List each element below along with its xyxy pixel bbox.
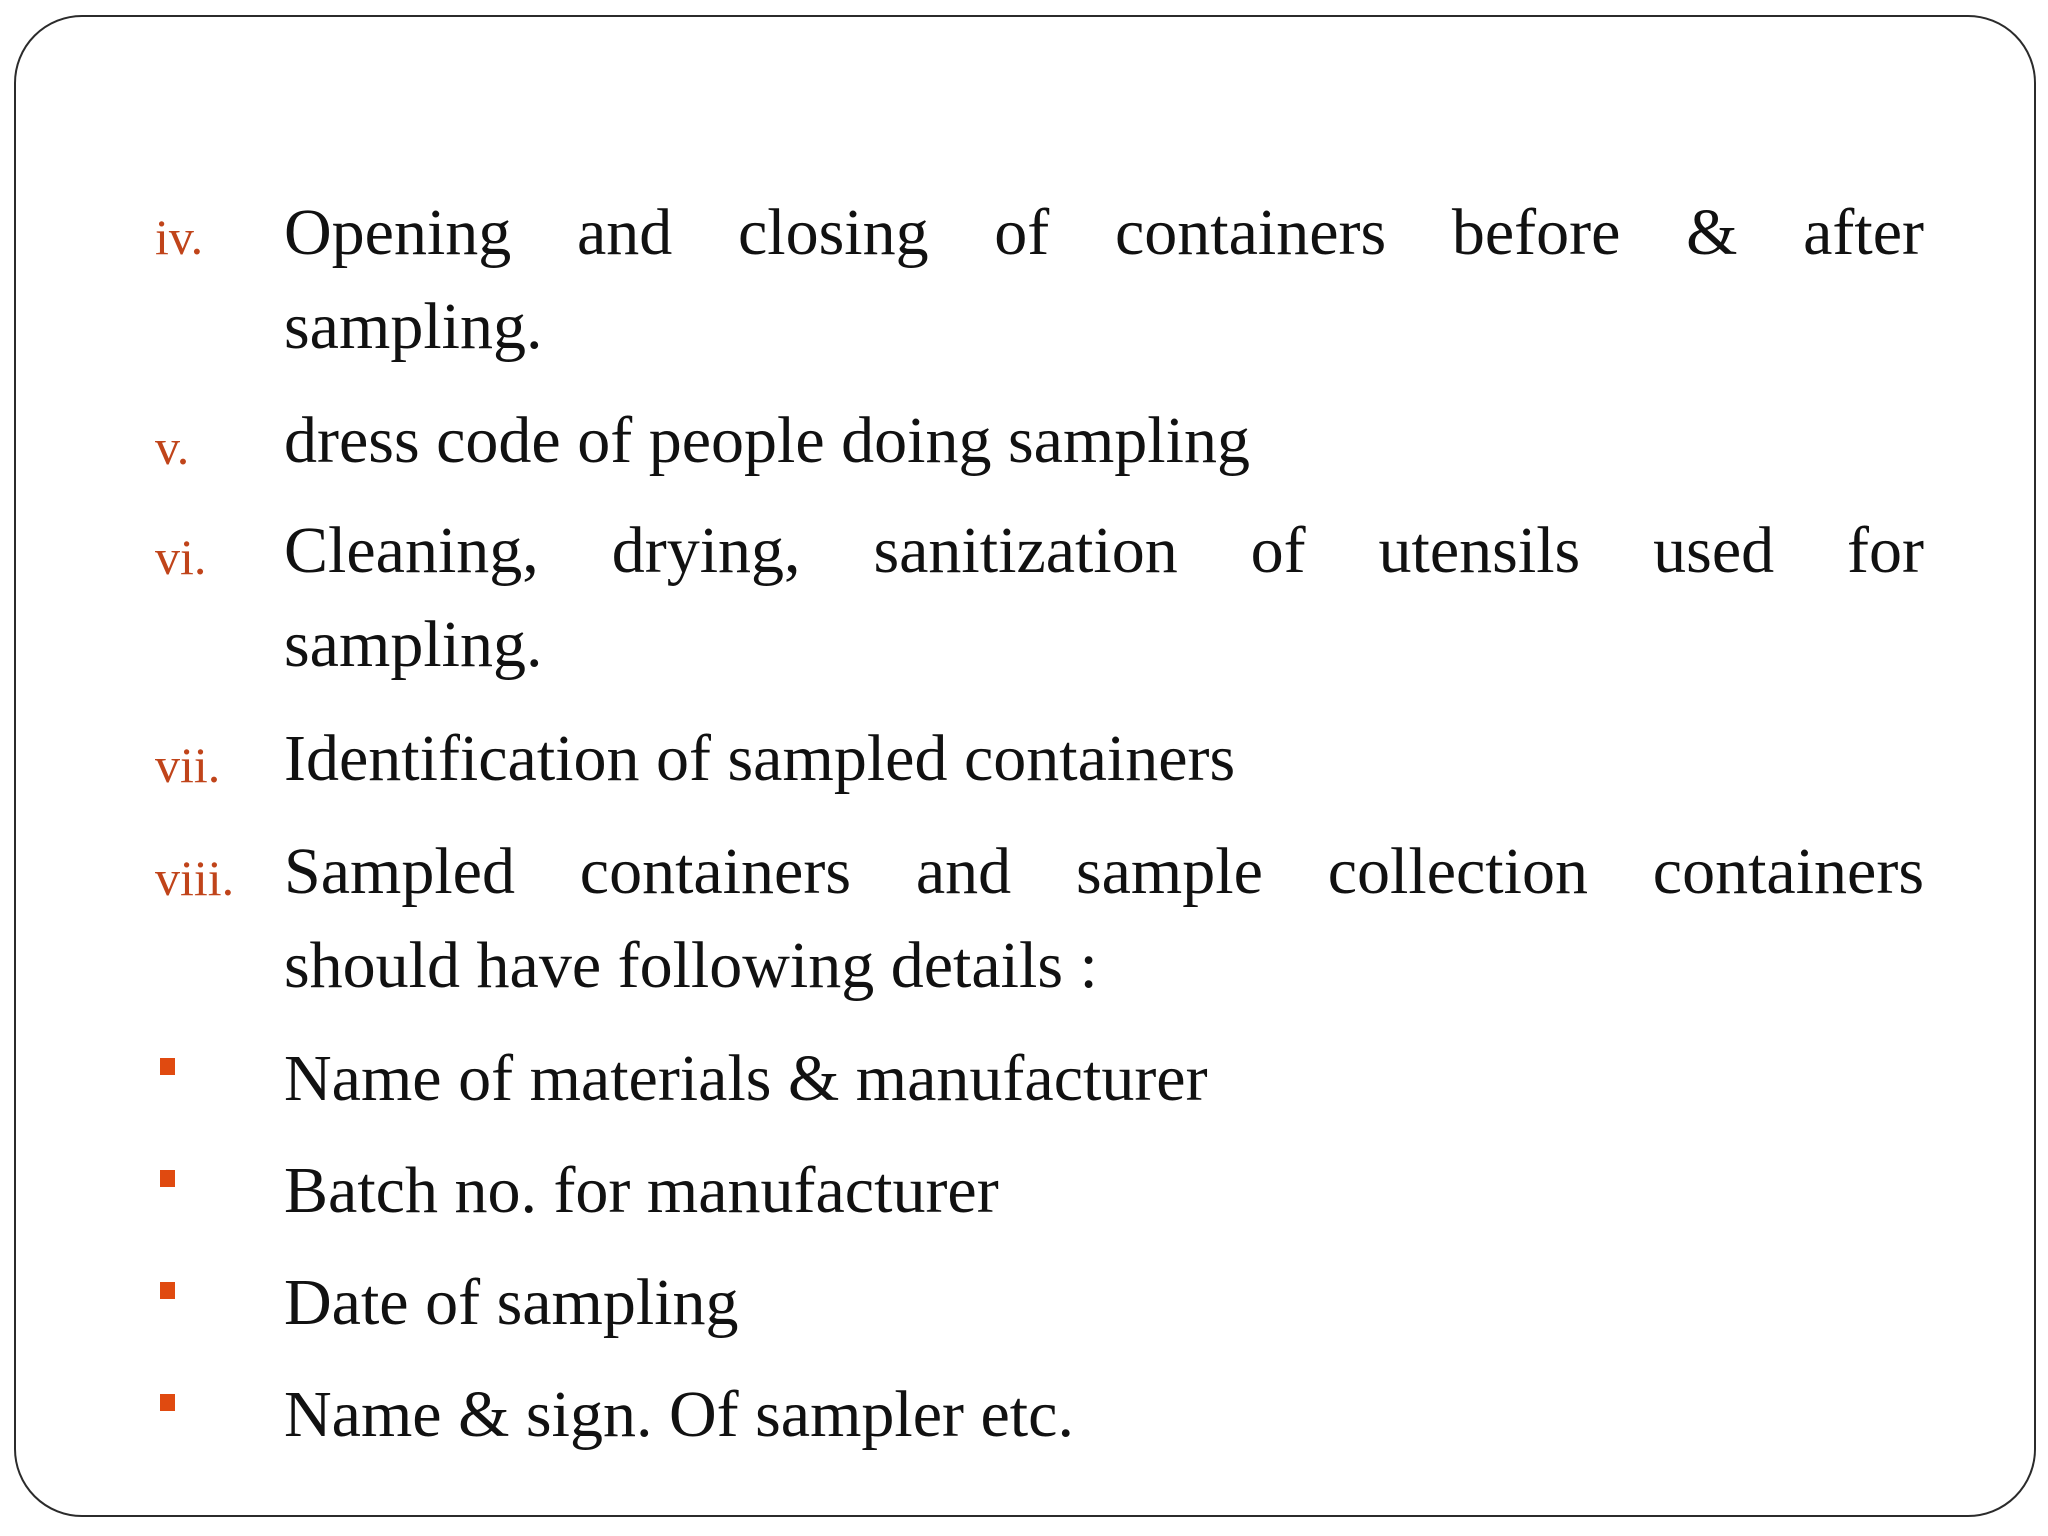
list-item-line: Sampled containers and sample collection containers	[284, 835, 1924, 908]
square-bullet-icon	[160, 1394, 175, 1411]
list-item-line: sampling.	[284, 290, 543, 363]
list-item-text	[284, 825, 1924, 1013]
list-item-line: Opening and closing of containers before & after	[284, 196, 1924, 269]
list-marker: vii.	[155, 737, 221, 793]
bullet-text: Batch no. for manufacturer	[284, 1154, 999, 1227]
list-item-line: sampling.	[284, 608, 543, 681]
list-item-line: Cleaning, drying, sanitization of utensils used for	[284, 514, 1924, 587]
list-item-text	[284, 504, 1924, 692]
bullet-text: Date of sampling	[284, 1266, 739, 1339]
list-marker: viii.	[155, 850, 235, 906]
list-marker: iv.	[155, 209, 204, 265]
list-marker: v.	[155, 419, 190, 475]
bullet-text: Name of materials & manufacturer	[284, 1042, 1208, 1115]
square-bullet-icon	[160, 1282, 175, 1299]
list-item-text	[284, 186, 1924, 374]
bullet-text: Name & sign. Of sampler etc.	[284, 1378, 1074, 1451]
square-bullet-icon	[160, 1170, 175, 1187]
list-marker: vi.	[155, 529, 207, 585]
list-item-text: Identification of sampled containers	[284, 722, 1236, 795]
list-item-text: dress code of people doing sampling	[284, 404, 1250, 477]
square-bullet-icon	[160, 1058, 175, 1075]
list-item-line: should have following details :	[284, 929, 1098, 1002]
